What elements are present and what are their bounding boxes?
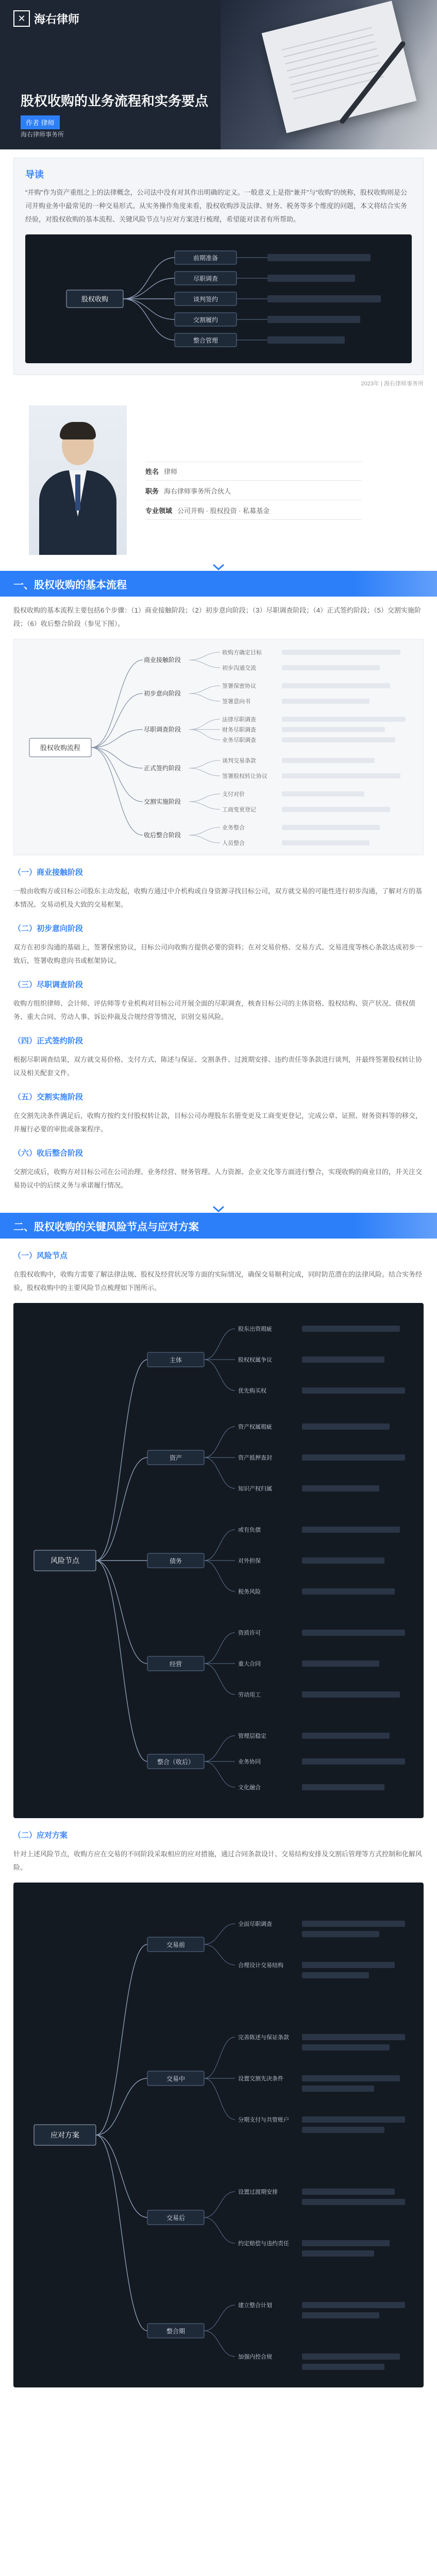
svg-text:优先购买权: 优先购买权	[238, 1388, 266, 1394]
step-text: 交割完成后，收购方对目标公司在公司治理、业务经营、财务管理、人力资源、企业文化等方面进行整合，实现收购的商业目的，并关注交易协议中的后续义务与承诺履行情况。	[13, 1168, 423, 1189]
author-card	[0, 398, 437, 563]
svg-text:交易中: 交易中	[166, 2075, 186, 2082]
hero-author-tag: 作者 律师	[21, 115, 60, 129]
svg-text:或有负债: 或有负债	[238, 1527, 261, 1533]
risk-branch	[147, 1526, 261, 1595]
step-title: （三）尽职调查阶段	[13, 980, 83, 989]
intro-map-node	[175, 292, 237, 306]
chevron-down-icon	[212, 564, 225, 571]
solution-map-root-label: 应对方案	[51, 2131, 79, 2139]
svg-text:谈判签约: 谈判签约	[193, 296, 218, 303]
svg-text:约定赔偿与违约责任: 约定赔偿与违约责任	[238, 2241, 289, 2247]
intro-mindmap-svg	[25, 234, 408, 363]
intro-map-node	[175, 251, 237, 264]
author-portrait	[29, 405, 127, 555]
svg-text:工商变更登记: 工商变更登记	[222, 807, 256, 813]
risk-branch	[147, 1423, 272, 1492]
svg-text:业务整合: 业务整合	[222, 825, 245, 831]
svg-text:股权权属争议: 股权权属争议	[238, 1357, 272, 1363]
svg-text:知识产权归属: 知识产权归属	[238, 1486, 272, 1492]
process-branch	[144, 757, 267, 779]
step-text: 根据尽职调查结果，双方就交易价格、支付方式、陈述与保证、交割条件、过渡期安排、违约责任等条款进行谈判，并最终签署股权转让协议及相关配套文件。	[13, 1056, 423, 1077]
step-title: （六）收后整合阶段	[13, 1149, 83, 1158]
section2-title: 二、股权收购的关键风险节点与应对方案	[13, 1221, 199, 1233]
svg-text:收购方确定目标: 收购方确定目标	[222, 650, 262, 656]
intro-heading: 导读	[25, 170, 44, 180]
process-branch	[144, 824, 245, 846]
svg-text:正式签约阶段: 正式签约阶段	[144, 765, 181, 772]
svg-text:整合期: 整合期	[166, 2328, 186, 2335]
svg-text:收后整合阶段: 收后整合阶段	[144, 832, 181, 839]
document-illustration	[262, 1, 417, 133]
intro-map-root-label: 股权收购	[81, 295, 109, 303]
solution-branch	[147, 2188, 289, 2247]
svg-text:资质许可: 资质许可	[238, 1630, 261, 1636]
author-row: 职务 海右律师事务所合伙人	[145, 486, 362, 500]
author-row: 姓名 律师	[145, 462, 362, 481]
risk-subtitle: （一）风险节点	[13, 1251, 68, 1260]
svg-text:完善陈述与保证条款: 完善陈述与保证条款	[238, 2035, 289, 2041]
risk-map-root-label: 风险节点	[51, 1556, 79, 1565]
process-branch	[144, 649, 262, 671]
svg-text:交割履约: 交割履约	[193, 316, 218, 324]
solution-text: 针对上述风险节点，收购方应在交易的不同阶段采取相应的应对措施，通过合同条款设计、交易结构安排及交割后管理等方式控制和化解风险。	[13, 1850, 423, 1871]
svg-text:劳动用工: 劳动用工	[238, 1692, 261, 1698]
hero-banner	[0, 0, 437, 149]
step-text: 收购方组织律师、会计师、评估师等专业机构对目标公司开展全面的尽职调查，核查目标公司的主体资格、股权结构、资产状况、债权债务、重大合同、劳动人事、诉讼仲裁及合规经营等情况，识别交易风险。	[13, 999, 416, 1021]
svg-text:初步沟通交流: 初步沟通交流	[222, 665, 256, 671]
svg-text:合理设计交易结构: 合理设计交易结构	[238, 1962, 283, 1969]
intro-map-node	[175, 333, 237, 347]
svg-text:资产抵押查封: 资产抵押查封	[238, 1455, 272, 1461]
svg-text:交易前: 交易前	[166, 1941, 186, 1948]
risk-text: 在股权收购中，收购方需要了解法律法规、股权及经营状况等方面的实际情况，确保交易顺利完成，同时防范潜在的法律风险。结合实务经验，股权收购中的主要风险节点梳理如下图所示。	[13, 1270, 423, 1292]
svg-text:支付对价: 支付对价	[222, 791, 245, 798]
step-text: 在交割先决条件满足后，收购方按约支付股权转让款，目标公司办理股东名册变更及工商变更登记，完成公章、证照、财务资料等的移交，并履行必要的审批或备案程序。	[13, 1112, 423, 1133]
svg-text:股东出资瑕疵: 股东出资瑕疵	[238, 1326, 272, 1332]
svg-text:资产: 资产	[169, 1454, 182, 1462]
solution-branch	[147, 1920, 283, 1969]
svg-text:对外担保: 对外担保	[238, 1558, 261, 1564]
author-row: 专业领域 公司并购 · 股权投资 · 私募基金	[145, 505, 362, 520]
hero-title: 股权收购的业务流程和实务要点	[21, 93, 209, 109]
process-mindmap-svg	[14, 639, 423, 856]
svg-text:文化融合: 文化融合	[238, 1785, 261, 1791]
svg-text:签署保密协议: 签署保密协议	[222, 683, 256, 689]
svg-text:初步意向阶段: 初步意向阶段	[144, 690, 181, 697]
svg-text:交割实施阶段: 交割实施阶段	[144, 798, 181, 805]
svg-text:设置过渡期安排: 设置过渡期安排	[238, 2189, 278, 2195]
brand-name: 海右律师	[34, 12, 80, 26]
svg-text:业务协同: 业务协同	[238, 1759, 261, 1765]
svg-text:重大合同: 重大合同	[238, 1661, 261, 1667]
intro-text: “并购”作为资产重组之上的法律概念，公司法中没有对其作出明确的定义。一般意义上是指“兼并”与“收购”的统称，股权收购则是公司并购业务中最常见的一种交易形式。从实务操作角度来看，股权收购涉及法律、财务、税务等多个维度的问题，本文将结合实务经验，对股权收购的基本流程、关键风险节点与应对方案进行梳理，希望能对读者有所帮助。	[25, 189, 408, 223]
svg-text:建立整合计划: 建立整合计划	[238, 2302, 272, 2309]
solution-branch	[147, 2033, 289, 2123]
solution-mindmap-svg	[13, 1883, 424, 2387]
solution-mindmap	[13, 1883, 424, 2387]
svg-text:商业接触阶段: 商业接触阶段	[144, 656, 181, 664]
svg-text:尽职调查: 尽职调查	[193, 275, 218, 282]
solution-subtitle: （二）应对方案	[13, 1831, 68, 1840]
svg-text:人员整合: 人员整合	[222, 840, 245, 846]
section2-header	[0, 1213, 437, 1239]
svg-text:交易后: 交易后	[166, 2214, 186, 2222]
step-title: （五）交割实施阶段	[13, 1093, 83, 1101]
step-title: （二）初步意向阶段	[13, 924, 83, 933]
svg-text:整合（收后）: 整合（收后）	[157, 1758, 195, 1766]
svg-text:全面尽职调查: 全面尽职调查	[238, 1921, 272, 1927]
step-text: 一般由收购方或目标公司股东主动发起，收购方通过中介机构或自身资源寻找目标公司，双方就交易的可能性进行初步沟通，了解对方的基本情况、交易动机及大致的交易框架。	[13, 887, 423, 908]
svg-text:管理层稳定: 管理层稳定	[238, 1733, 266, 1739]
svg-text:谈判交易条款: 谈判交易条款	[222, 758, 256, 764]
svg-text:业务尽职调查: 业务尽职调查	[222, 737, 256, 743]
logo-icon: ✕	[13, 10, 30, 27]
risk-mindmap-svg	[13, 1303, 424, 1818]
svg-text:尽职调查阶段: 尽职调查阶段	[144, 726, 181, 733]
brand-logo	[13, 10, 79, 27]
risk-branch	[147, 1325, 272, 1394]
risk-branch	[147, 1629, 261, 1698]
process-map-root-label: 股权收购流程	[40, 744, 81, 752]
svg-text:签署意向书: 签署意向书	[222, 699, 250, 705]
step-title: （一）商业接触阶段	[13, 868, 83, 877]
process-branch	[144, 682, 256, 705]
step-title: （四）正式签约阶段	[13, 1037, 83, 1045]
intro-mindmap	[25, 234, 412, 363]
intro-map-node	[175, 313, 237, 326]
svg-text:资产权属瑕疵: 资产权属瑕疵	[238, 1424, 272, 1430]
svg-text:税务风险: 税务风险	[238, 1589, 261, 1595]
svg-text:设置交割先决条件: 设置交割先决条件	[238, 2076, 283, 2082]
svg-text:财务尽职调查: 财务尽职调查	[222, 727, 256, 733]
process-mindmap	[13, 639, 424, 855]
svg-text:分期支付与共管账户: 分期支付与共管账户	[238, 2117, 289, 2123]
author-info	[145, 441, 362, 520]
process-branch	[144, 790, 256, 813]
solution-branch	[147, 2301, 272, 2360]
svg-text:主体: 主体	[169, 1357, 182, 1364]
risk-branch	[147, 1732, 266, 1791]
svg-text:加强内控合规: 加强内控合规	[238, 2354, 272, 2360]
section1-title: 一、股权收购的基本流程	[13, 579, 127, 591]
svg-text:债务: 债务	[169, 1557, 182, 1565]
svg-text:整合管理: 整合管理	[193, 337, 218, 344]
svg-text:经营: 经营	[169, 1660, 182, 1668]
process-branch	[144, 716, 256, 743]
section1-header	[0, 571, 437, 597]
risk-mindmap	[13, 1303, 424, 1818]
intro-card	[13, 158, 424, 375]
intro-map-node	[175, 272, 237, 285]
chevron-down-icon	[212, 1206, 225, 1213]
step-text: 双方在初步沟通的基础上，签署保密协议，目标公司向收购方提供必要的资料；在对交易价格、交易方式、交易进度等核心条款达成初步一致后，签署收购意向书或框架协议。	[13, 943, 423, 964]
intro-note: 2023年 | 海右律师事务所	[361, 381, 424, 387]
svg-text:法律尽职调查: 法律尽职调查	[222, 717, 256, 723]
svg-text:前期准备: 前期准备	[193, 255, 218, 262]
section1-intro: 股权收购的基本流程主要包括6个步骤：（1）商业接触阶段；（2）初步意向阶段；（3）尽职调查阶段；（4）正式签约阶段；（5）交割实施阶段；（6）收后整合阶段（参见下图）。	[13, 606, 421, 628]
svg-text:签署股权转让协议: 签署股权转让协议	[222, 773, 267, 779]
hero-subtitle: 海右律师事务所	[21, 131, 64, 138]
